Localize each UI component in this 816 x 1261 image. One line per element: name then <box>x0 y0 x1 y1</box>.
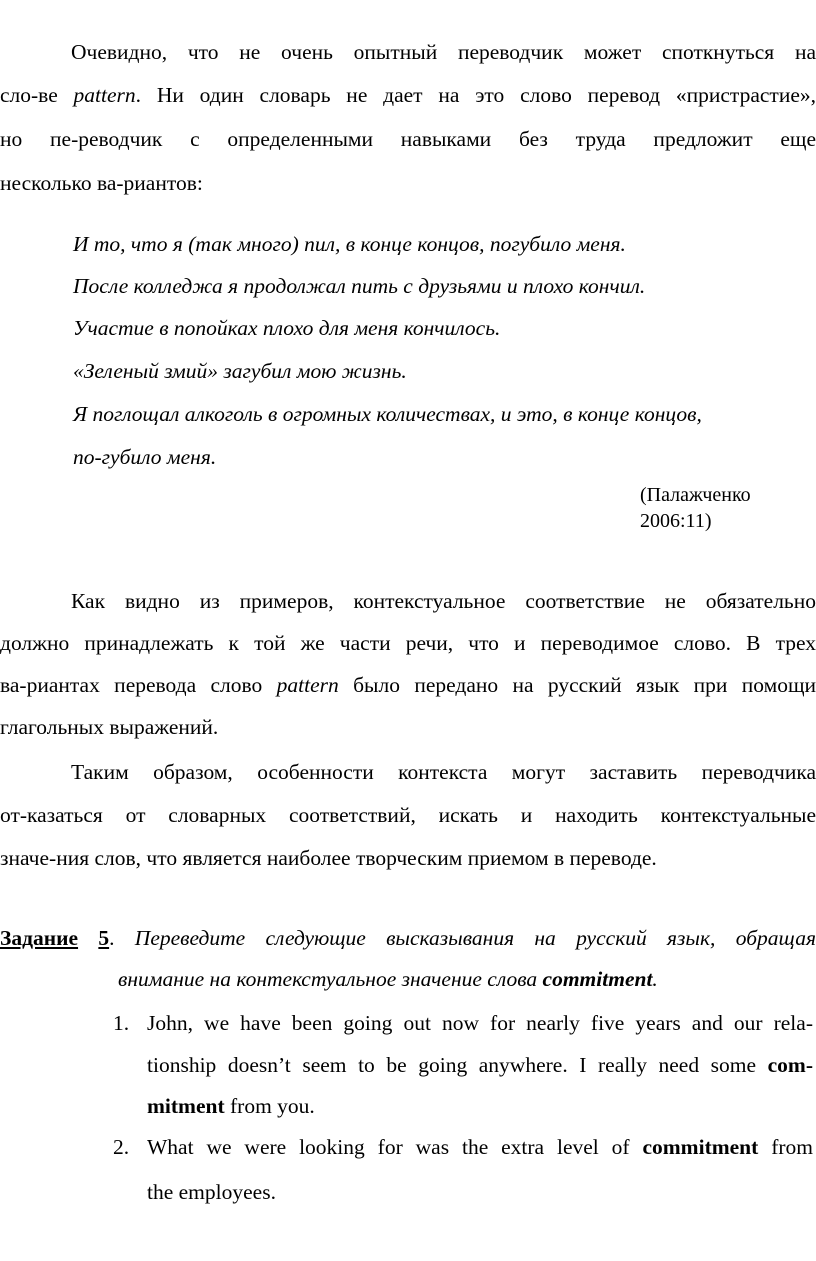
task-instruction-line-1: Переведите следующие высказывания на русский язык, обращая <box>134 926 816 950</box>
term-pattern: pattern <box>73 83 136 107</box>
paragraph-3-line-3: значе-ния слов, что является наиболее творческим приемом в переводе. <box>0 846 657 870</box>
list-item-2-line-2: the employees. <box>147 1180 276 1204</box>
example-6: по-губило меня. <box>73 445 217 469</box>
paragraph-1-line-4: несколько ва-риантов: <box>0 171 203 195</box>
example-5: Я поглощал алкоголь в огромных количествах, и это, в конце концов, <box>73 402 702 426</box>
list-item-1-line-2 <box>147 1044 813 1086</box>
paragraph-2-line-2: должно принадлежать к той же части речи, что и переводимое слово. В трех <box>0 631 816 655</box>
text: from <box>758 1135 814 1159</box>
paragraph-1-line-2 <box>0 74 816 116</box>
paragraph-3-line-2: от-казаться от словарных соответствий, искать и находить контекстуальные <box>0 803 816 827</box>
term-pattern: pattern <box>276 673 339 697</box>
text: было передано на русский язык при помощи <box>338 673 816 697</box>
text: . Ни один словарь не дает на это слово перевод «пристрастие», <box>135 83 816 107</box>
list-item-1-line-1: John, we have been going out now for nearly five years and our rela- <box>147 1011 813 1035</box>
task-dot: . <box>109 926 115 950</box>
text: внимание на контекстуальное значение слова <box>118 967 543 991</box>
paragraph-2-line-4: глагольных выражений. <box>0 715 219 739</box>
term-commitment: commitment <box>542 967 653 991</box>
example-1: И то, что я (так много) пил, в конце концов, погубило меня. <box>73 232 626 256</box>
term-commitment: com- <box>767 1053 813 1077</box>
citation <box>640 482 810 534</box>
text: tionship doesn’t seem to be going anywhere. I really need some <box>147 1053 768 1077</box>
list-item-number: 1. <box>113 1011 130 1035</box>
task-number: 5 <box>98 926 110 950</box>
task-instruction-line-2 <box>118 958 816 1000</box>
term-commitment: commitment <box>642 1135 759 1159</box>
list-item-1-line-3 <box>147 1085 315 1127</box>
task-label: Задание <box>0 926 79 950</box>
task-header <box>0 917 816 959</box>
paragraph-3-line-1: Таким образом, особенности контекста могут заставить переводчика <box>71 760 816 784</box>
text: . <box>652 967 658 991</box>
citation-year: 2006:11) <box>640 510 712 532</box>
text: from you. <box>224 1094 315 1118</box>
text: сло-ве <box>0 83 74 107</box>
citation-author: (Палажченко <box>640 484 751 506</box>
paragraph-2-line-3 <box>0 664 816 706</box>
list-item-number: 2. <box>113 1135 130 1159</box>
example-3: Участие в попойках плохо для меня кончилось. <box>73 316 501 340</box>
paragraph-2-line-1: Как видно из примеров, контекстуальное соответствие не обязательно <box>71 589 816 613</box>
term-commitment: mitment <box>147 1094 225 1118</box>
text: What we were looking for was the extra level of <box>147 1135 643 1159</box>
example-4: «Зеленый змий» загубил мою жизнь. <box>73 359 407 383</box>
text: ва-риантах перевода слово <box>0 673 277 697</box>
paragraph-1-line-1: Очевидно, что не очень опытный переводчик может споткнуться на <box>71 40 816 64</box>
paragraph-1-line-3: но пе-реводчик с определенными навыками без труда предложит еще <box>0 127 816 151</box>
list-item-2-line-1 <box>147 1126 813 1168</box>
example-2: После колледжа я продолжал пить с друзьями и плохо кончил. <box>73 274 646 298</box>
